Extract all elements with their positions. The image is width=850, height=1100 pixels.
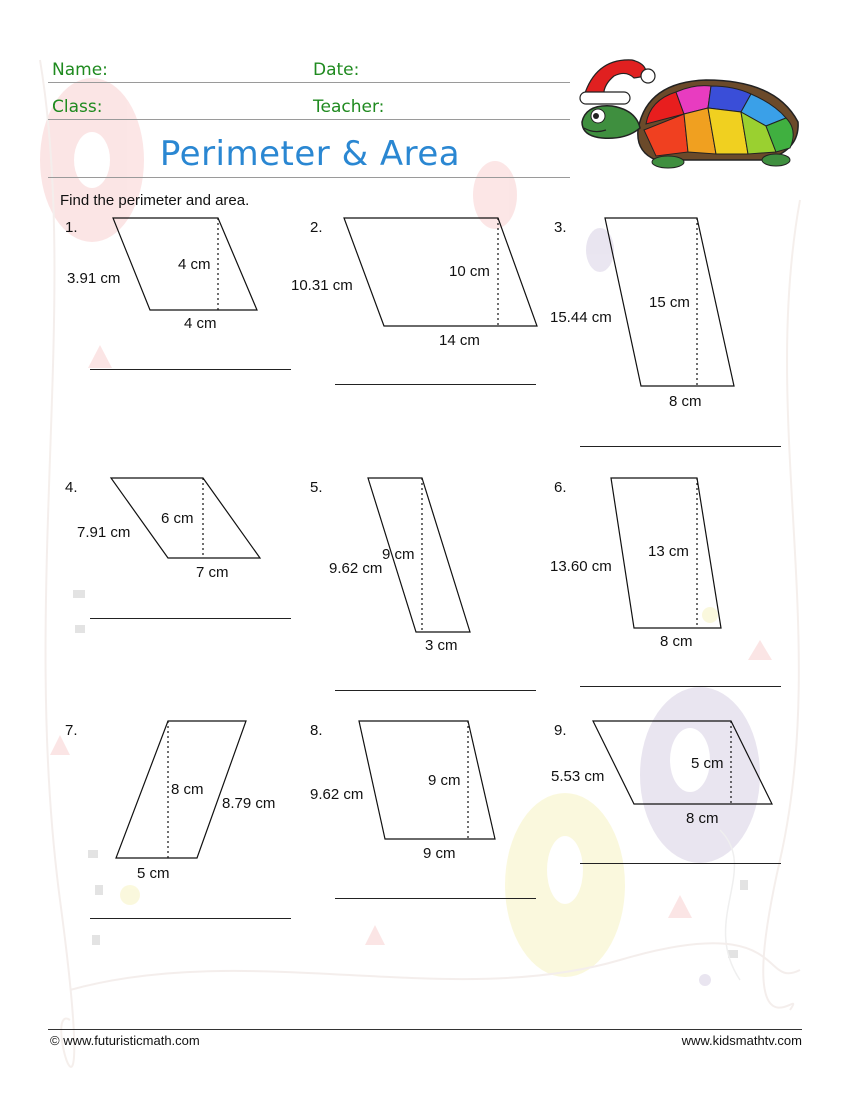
date-label: Date: — [313, 60, 360, 80]
height-label: 9 cm — [382, 546, 415, 563]
problem-number: 4. — [65, 479, 78, 496]
side-label: 3.91 cm — [67, 270, 121, 287]
base-label: 8 cm — [669, 393, 702, 410]
base-label: 8 cm — [660, 633, 693, 650]
problem-number: 6. — [554, 479, 567, 496]
height-label: 15 cm — [649, 294, 690, 311]
side-label: 15.44 cm — [550, 309, 612, 326]
problem-number: 5. — [310, 479, 323, 496]
footer-divider — [48, 1029, 802, 1030]
problem-number: 1. — [65, 219, 78, 236]
problem-number: 8. — [310, 722, 323, 739]
base-label: 14 cm — [439, 332, 480, 349]
name-label: Name: — [52, 60, 108, 80]
footer-right-credit[interactable]: www.kidsmathtv.com — [681, 1033, 802, 1048]
base-label: 8 cm — [686, 810, 719, 827]
height-label: 10 cm — [449, 263, 490, 280]
height-label: 5 cm — [691, 755, 724, 772]
footer-left-credit[interactable]: © www.futuristicmath.com — [50, 1033, 200, 1048]
class-label: Class: — [52, 97, 103, 117]
page-title: Perimeter & Area — [159, 134, 461, 174]
parallelogram-shape — [593, 721, 772, 804]
problem-number: 9. — [554, 722, 567, 739]
side-label: 9.62 cm — [329, 560, 383, 577]
side-label: 10.31 cm — [291, 277, 353, 294]
base-label: 5 cm — [137, 865, 170, 882]
height-label: 6 cm — [161, 510, 194, 527]
height-label: 9 cm — [428, 772, 461, 789]
side-label: 7.91 cm — [77, 524, 131, 541]
height-label: 4 cm — [178, 256, 211, 273]
problem-number: 2. — [310, 219, 323, 236]
side-label: 9.62 cm — [310, 786, 364, 803]
parallelogram-shape — [359, 721, 495, 839]
problem-number: 3. — [554, 219, 567, 236]
base-label: 4 cm — [184, 315, 217, 332]
problem-number: 7. — [65, 722, 78, 739]
height-label: 8 cm — [171, 781, 204, 798]
base-label: 9 cm — [423, 845, 456, 862]
parallelogram-shape — [344, 218, 537, 326]
height-label: 13 cm — [648, 543, 689, 560]
side-label: 5.53 cm — [551, 768, 605, 785]
side-label: 8.79 cm — [222, 795, 276, 812]
instructions-text: Find the perimeter and area. — [60, 192, 250, 209]
side-label: 13.60 cm — [550, 558, 612, 575]
base-label: 3 cm — [425, 637, 458, 654]
base-label: 7 cm — [196, 564, 229, 581]
teacher-label: Teacher: — [313, 97, 385, 117]
